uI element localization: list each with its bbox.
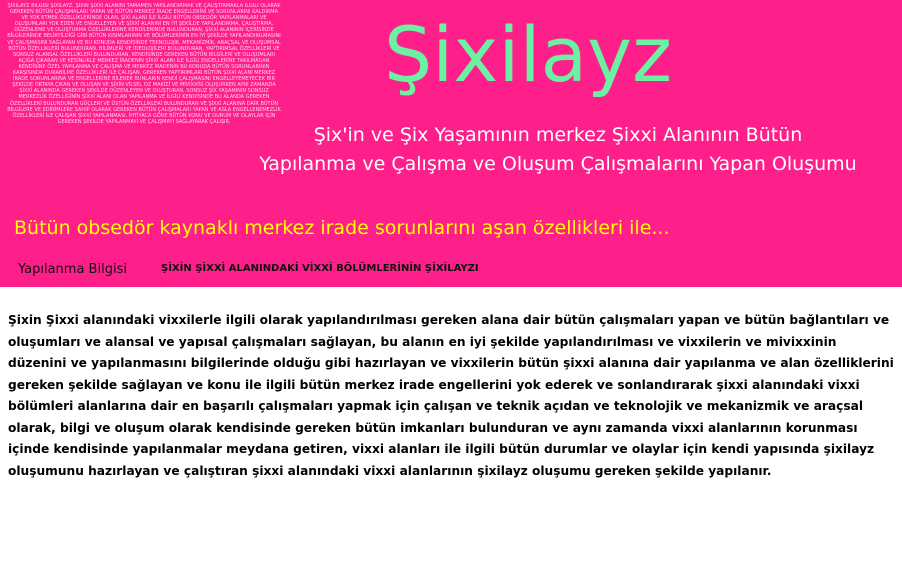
- page-title: Şixilayz: [384, 10, 673, 99]
- subtitle-line-2: Yapılanma ve Çalışma ve Oluşum Çalışmalarını Yapan Oluşumu: [259, 153, 857, 175]
- header-banner: [0, 0, 902, 287]
- section-label: Yapılanma Bilgisi: [18, 262, 127, 277]
- description-paragraph: Şixin Şixxi alanındaki vixxilerle ilgili olarak yapılandırılması gereken alana dair bütün çalışmaları yapan ve bütün bağlantıları ve oluşumları ve alansal ve yapısal çalışmaları sağlayan, bu alanın en iyi şekilde yapılandırılması ve vixxilerin ve mivixxinin düzenini ve yapılanmasını bilgilerinde olduğu gibi hazırlayan ve vixxilerin bütün şixxi alanına dair yapılanma ve alan özelliklerini gereken şekilde sağlayan ve konu ile ilgili bütün merkez irade engellerini yok ederek ve sonlandırarak şixxi alanındaki vixxi bölümleri alanlarına dair en başarılı çalışmaları yapmak için çalışan ve teknik açıdan ve teknolojik ve mekanizmik ve araçsal olarak, bilgi ve oluşum olarak kendisinde gereken bütün imkanları bulunduran ve aynı zamanda vixxi alanlarının korunması içinde kendisinde yapılanmalar meydana getiren, vixxi alanları ile ilgili bütün durumlar ve olaylar için kendi yapısında şixilayz oluşumunu hazırlayan ve çalıştıran şixxi alanındaki vixxi alanlarının şixilayz oluşumu gereken şekilde yapılanır.: [8, 313, 894, 478]
- banner-fine-print: ŞİXİLAYZ BİLGİSİ ŞİXİLAYZ, ŞİXİN ŞİXXİ ALANINI TAMAMEN YAPILANDIRMAK VE ÇALIŞTIRMAKLA İLGİLİ OLARAK GEREKEN BÜTÜN ÇALIŞMALARI YAPAN VE BÜTÜN MERKEZ İRADE ENGELLERİNİ VE SORUNLARINI KALDIRMA VE YOK ETMEK ÖZELLİKLERİNDE OLAN, ŞİXİ ALANI İLE İLGİLİ BÜTÜN OBSEDÖR YAPILANMALARI VE OLUŞUMLARI YOK EDEN VE ENGELLEYEN VE ŞİXXİ ALANINI EN İYİ ŞEKİLDE YAPILANDIRMA, ÇALIŞTIRMA, DÜZENLEME VE OLUŞTURMA ÖZELLİKLERİNE KENDİLERİNDE BULUNDURAN, ŞİXXİ ALANININ İÇERİSİNDE BİLGİLERİNDE BELİRTİLDİĞİ GİBİ BÜTÜN KISIMLARININ VE BÖLÜMLERİNİN EN İYİ ŞEKİLDE YAPILANDIRILMASINI VE ÇALIŞMASINI SAĞLAYAN VE BU KONUDA KENDİSİNDE TEKNOLOJİK, MEKANİZMİK, ARAÇSAL VE OLUŞUMSAL BÜTÜN ÖZELLİKLERİ BULUNDURAN, BİLİMLERİ VE İDEOLOJİLERİ BULUNDURAN, YAPTIRIMSAL ÖZELLİKLERİ VE SONSUZ ALANSAL ÖZELLİKLERİ BULUNDURAN, KENDİSİNDE GEREKEN BÜTÜN BİLGİLERİ VE OLUŞUMLARI AÇIĞA ÇIKARAN VE KESİNLİKLE MERKEZ İRADENİN ŞİXXİ ALANI İLE İLGİLİ ENGELLERİNE TAKILMADAN KENDİSİNE ÖZEL YAPILANMA VE ÇALIŞMA VE MERKEZ İRADENİN BU KONUDA BÜTÜN SORUNLARININ KARŞISINDA DURABİLME ÖZELLİKLERİ İLE ÇALIŞAN, GEREKEN YAPTIRIMLARI BÜTÜN ŞİXXİ ALANI MERKEZ İRADE SORUNLARINA VE ENGELLERİNE BİLEREK BUNLARIN KENDİ ÇALIŞMASINI ENGELLEYEMEYECEK BİR ŞEKİLDE ORTAYA ÇIKAN VE OLUŞAN VE ŞİXİN VİLSEL OZ MAKİZİ VE MİVİXXİSİ OLUŞURKEN AYNI ZAMANDA ŞİXXİ ALANINDA GEREKEN ŞEKİLDE DÜZENLEYEN VE OLUŞTURAN, SONSUZ ŞİX YAŞAMININ SONSUZ MERKEZLİK ÖZELLİĞİNİN ŞİXXİ ALANI OLAN YAPILANMA VE İLGİLİ KENDİSİNDE BU ALANDA GEREKEN ÖZELLİKLERİ BULUNDURAN GÜÇLERİ VE ÜSTÜN ÖZELLİKLERİ BULUNDURAN VE ŞİXXİ ALANINA DAİR BÜTÜN BİLGİLERE VE EDİNİMLERE SAHİP OLARAK GEREKEN BÜTÜN ÇALIŞMALARI YAPAN VE ASLA ENGELLENEMEZLİK ÖZELLİKLERİ İLE ÇALIŞAN ŞİXXİ YAPILANMASI, İHTİYACA GÖRE BÜTÜN KONU VE DURUM VE OLAYLAR İÇİN GEREKEN ŞEKİLDE YAPILANMAYI VE ÇALIŞMAYI SAĞLAYARAK ÇALIŞIR.: [7, 3, 281, 125]
- tagline: Bütün obsedör kaynaklı merkez irade sorunlarını aşan özellikleri ile...: [14, 217, 670, 239]
- subtitle-line-1: Şix'in ve Şix Yaşamının merkez Şixxi Alanının Bütün: [313, 124, 803, 146]
- section-heading: ŞİXİN ŞİXXİ ALANINDAKİ VİXXİ BÖLÜMLERİNİN ŞİXİLAYZI: [161, 263, 479, 274]
